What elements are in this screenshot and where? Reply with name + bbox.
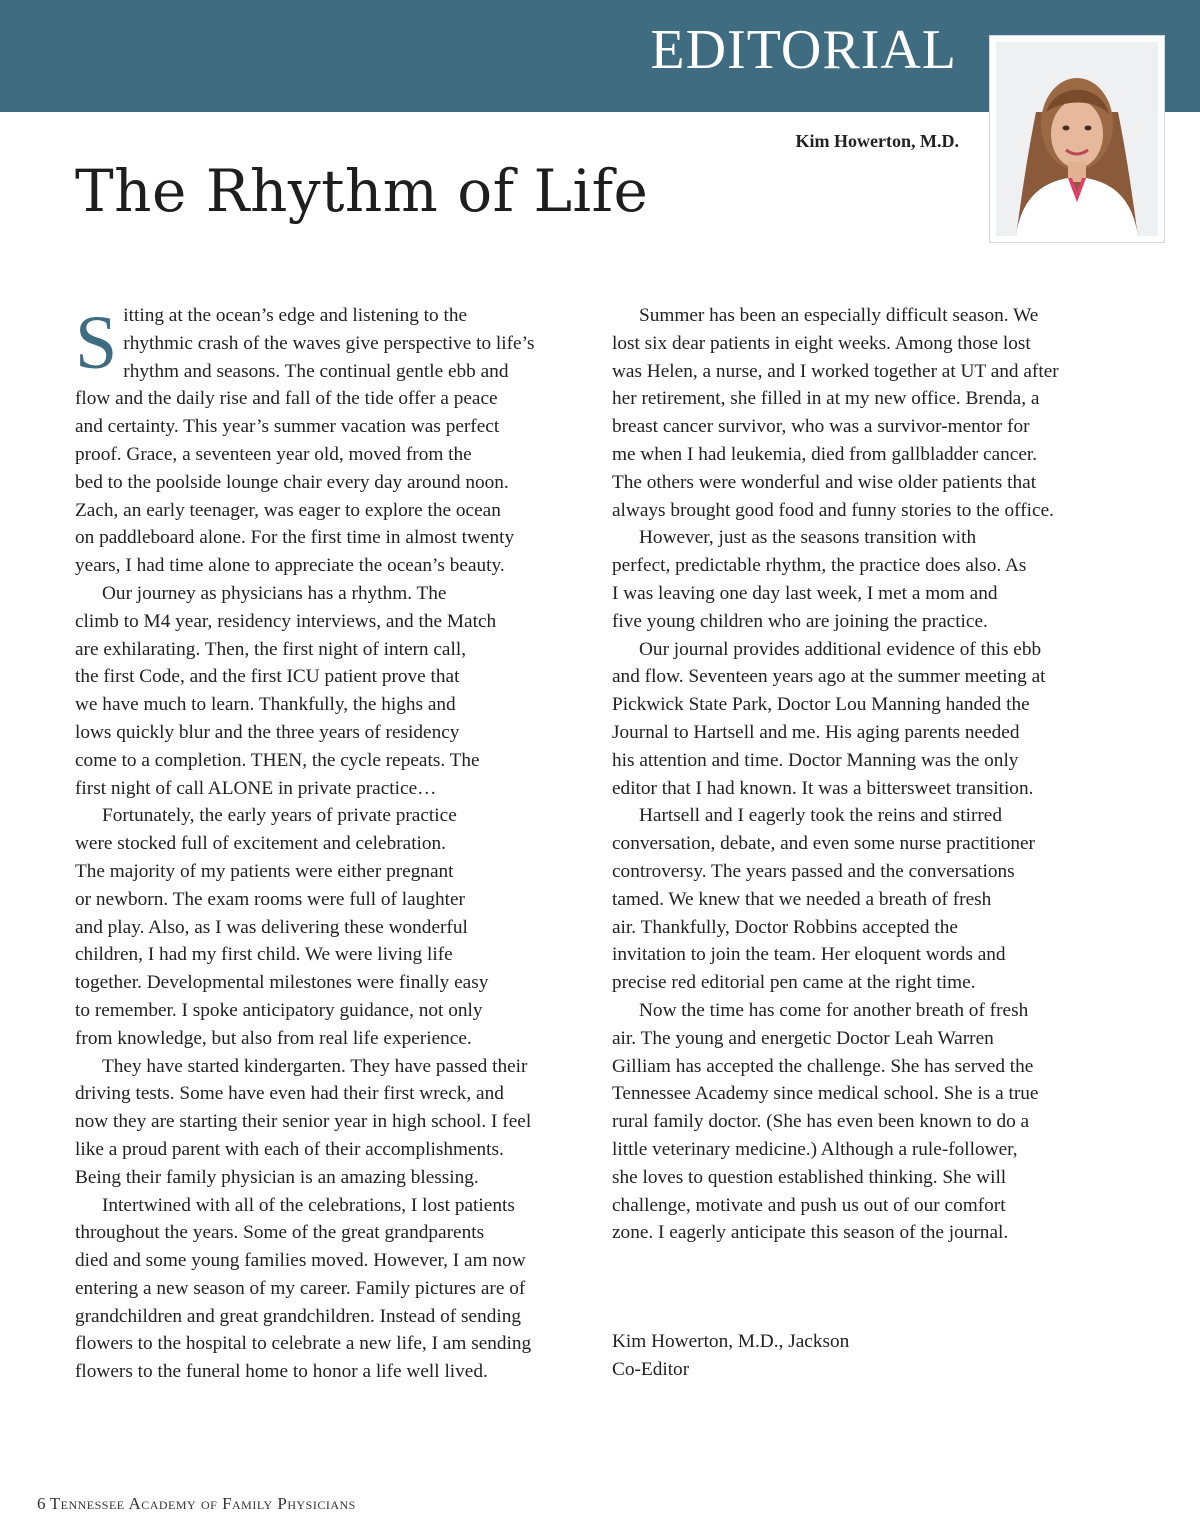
text-line: Our journal provides additional evidence of this ebb: [639, 638, 1042, 660]
text-line: from knowledge, but also from real life experience.: [75, 1027, 472, 1049]
text-line: little veterinary medicine.) Although a rule-follower,: [612, 1138, 1018, 1160]
text-line: Our journey as physicians has a rhythm. The: [102, 582, 447, 604]
text-line: are exhilarating. Then, the first night of intern call,: [75, 638, 467, 660]
text-line: Fortunately, the early years of private practice: [102, 805, 457, 827]
text-line: was Helen, a nurse, and I worked together at UT and after: [612, 360, 1059, 382]
text-line: flowers to the funeral home to honor a life well lived.: [75, 1361, 488, 1383]
text-line: Being their family physician is an amazing blessing.: [75, 1166, 479, 1188]
text-line: Journal to Hartsell and me. His aging parents needed: [612, 721, 1020, 743]
text-line: his attention and time. Doctor Manning was the only: [612, 749, 1019, 771]
text-line: me when I had leukemia, died from gallbladder cancer.: [612, 443, 1038, 465]
text-line: controversy. The years passed and the conversations: [612, 860, 1015, 882]
text-line: lost six dear patients in eight weeks. Among those lost: [612, 332, 1031, 354]
text-line: children, I had my first child. We were living life: [75, 944, 453, 966]
text-line: we have much to learn. Thankfully, the highs and: [75, 694, 456, 716]
text-line: They have started kindergarten. They have passed their: [102, 1055, 528, 1077]
text-line: she loves to question established thinking. She will: [612, 1166, 1007, 1188]
author-photo: [990, 36, 1164, 242]
signature-block: [612, 1328, 849, 1384]
text-line: on paddleboard alone. For the first time in almost twenty: [75, 527, 515, 549]
text-line: come to a completion. THEN, the cycle repeats. The: [75, 749, 480, 771]
text-line: to remember. I spoke anticipatory guidance, not only: [75, 999, 483, 1021]
text-line: tamed. We knew that we needed a breath of fresh: [612, 888, 992, 910]
text-line: conversation, debate, and even some nurse practitioner: [612, 833, 1035, 855]
text-line: throughout the years. Some of the great grandparents: [75, 1222, 485, 1244]
text-line: or newborn. The exam rooms were full of laughter: [75, 888, 465, 910]
text-line: now they are starting their senior year in high school. I feel: [75, 1111, 532, 1133]
text-line: bed to the poolside lounge chair every day around noon.: [75, 471, 509, 493]
text-line: air. Thankfully, Doctor Robbins accepted the: [612, 916, 958, 938]
text-line: Now the time has come for another breath of fresh: [639, 999, 1029, 1021]
text-line: rhythm and seasons. The continual gentle ebb and: [123, 360, 509, 382]
text-line: the first Code, and the first ICU patient prove that: [75, 666, 460, 688]
text-line: together. Developmental milestones were finally easy: [75, 972, 489, 994]
text-line: were stocked full of excitement and celebration.: [75, 833, 447, 855]
text-line: Tennessee Academy since medical school. She is a true: [612, 1083, 1039, 1105]
article-column-right: [612, 302, 1132, 1247]
text-line: invitation to join the team. Her eloquent words and: [612, 944, 1006, 966]
text-line: grandchildren and great grandchildren. Instead of sending: [75, 1305, 521, 1327]
text-line: rhythmic crash of the waves give perspective to life’s: [123, 332, 535, 354]
section-label: EDITORIAL: [650, 19, 957, 81]
text-line: like a proud parent with each of their accomplishments.: [75, 1138, 504, 1160]
text-line: flowers to the hospital to celebrate a new life, I am sending: [75, 1333, 532, 1355]
text-line: always brought good food and funny stories to the office.: [612, 499, 1054, 521]
text-line: Gilliam has accepted the challenge. She has served the: [612, 1055, 1034, 1077]
text-line: Intertwined with all of the celebrations, I lost patients: [102, 1194, 515, 1216]
text-line: Pickwick State Park, Doctor Lou Manning handed the: [612, 694, 1030, 716]
text-line: itting at the ocean’s edge and listening to the: [123, 305, 468, 326]
author-byline: Kim Howerton, M.D.: [795, 131, 959, 151]
text-line: precise red editorial pen came at the right time.: [612, 972, 976, 994]
text-line: and certainty. This year’s summer vacation was perfect: [75, 416, 500, 438]
text-line: rural family doctor. (She has even been known to do a: [612, 1111, 1030, 1133]
page-footer: [37, 1494, 356, 1514]
text-line: five young children who are joining the practice.: [612, 610, 988, 632]
text-line: first night of call ALONE in private practice…: [75, 777, 437, 799]
text-line: air. The young and energetic Doctor Leah Warren: [612, 1027, 994, 1049]
text-line: challenge, motivate and push us out of our comfort: [612, 1194, 1006, 1216]
text-line: I was leaving one day last week, I met a mom and: [612, 582, 998, 604]
article-title: The Rhythm of Life: [75, 157, 649, 225]
text-line: The others were wonderful and wise older patients that: [612, 471, 1037, 493]
signature-name: Kim Howerton, M.D., Jackson: [612, 1331, 850, 1352]
page-number: 6: [37, 1494, 46, 1513]
text-line: proof. Grace, a seventeen year old, moved from the: [75, 443, 472, 465]
drop-cap: S: [75, 301, 118, 385]
text-line: perfect, predictable rhythm, the practice does also. As: [612, 555, 1027, 577]
text-line: entering a new season of my career. Family pictures are of: [75, 1277, 526, 1299]
text-line: However, just as the seasons transition with: [639, 527, 977, 549]
text-line: flow and the daily rise and fall of the tide offer a peace: [75, 388, 498, 410]
text-line: and flow. Seventeen years ago at the summer meeting at: [612, 666, 1046, 688]
text-line: editor that I had known. It was a bittersweet transition.: [612, 777, 1034, 799]
text-line: Hartsell and I eagerly took the reins and stirred: [639, 805, 1003, 827]
text-line: climb to M4 year, residency interviews, and the Match: [75, 610, 497, 632]
text-line: years, I had time alone to appreciate the ocean’s beauty.: [75, 555, 505, 577]
text-line: breast cancer survivor, who was a survivor-mentor for: [612, 416, 1030, 438]
text-line: her retirement, she filled in at my new office. Brenda, a: [612, 388, 1040, 410]
text-line: and play. Also, as I was delivering these wonderful: [75, 916, 468, 938]
text-line: Zach, an early teenager, was eager to explore the ocean: [75, 499, 501, 521]
text-line: driving tests. Some have even had their first wreck, and: [75, 1083, 504, 1105]
author-portrait-image: [996, 42, 1158, 236]
text-line: lows quickly blur and the three years of residency: [75, 721, 460, 743]
publication-name: Tennessee Academy of Family Physicians: [49, 1494, 356, 1513]
article-column-left: [75, 302, 590, 1386]
signature-role: Co-Editor: [612, 1358, 690, 1380]
text-line: The majority of my patients were either pregnant: [75, 860, 454, 882]
text-line: died and some young families moved. However, I am now: [75, 1250, 526, 1272]
text-line: zone. I eagerly anticipate this season of the journal.: [612, 1222, 1009, 1244]
text-line: Summer has been an especially difficult season. We: [639, 305, 1039, 326]
